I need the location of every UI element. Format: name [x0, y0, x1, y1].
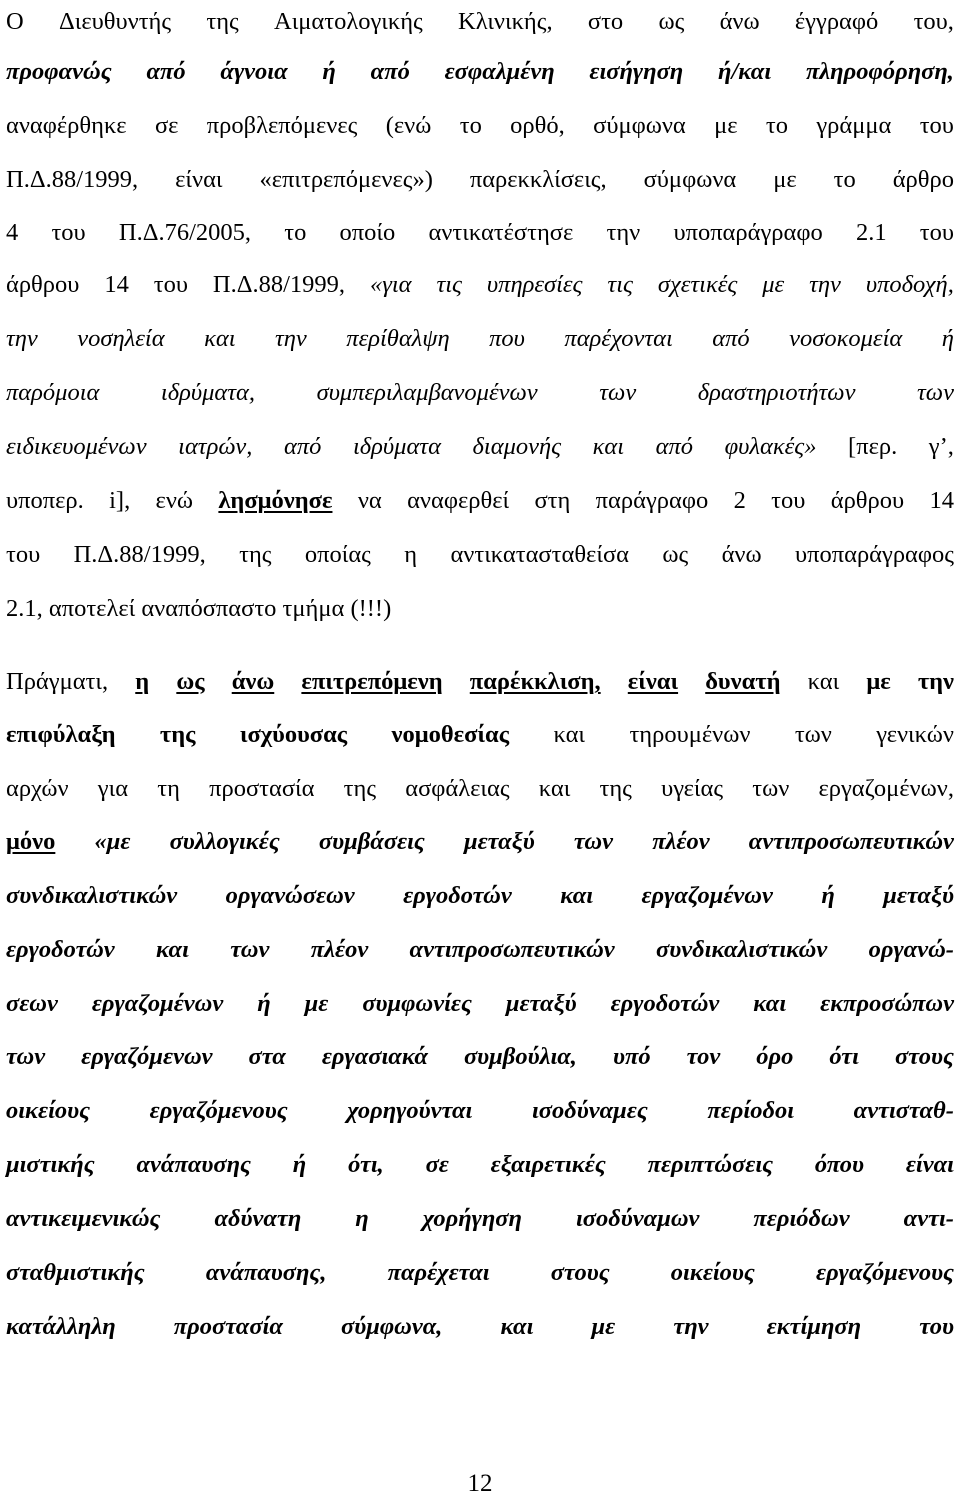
text-word: οποίο — [339, 219, 396, 246]
text-word: η — [135, 668, 150, 695]
text-word: μιστικής — [6, 1151, 95, 1178]
text-word: αναφερθεί — [407, 487, 510, 514]
text-word: άνω — [721, 541, 762, 568]
text-line — [6, 928, 954, 972]
text-word: ή — [941, 325, 954, 352]
text-word: και — [538, 775, 571, 802]
text-word: συνδικαλιστικών — [656, 936, 828, 963]
text-word: με — [762, 271, 785, 298]
text-word: με — [591, 1313, 616, 1340]
text-word: 14 — [104, 271, 129, 298]
text-word: τηρουμένων — [629, 721, 751, 748]
text-line — [6, 1035, 954, 1079]
text-word: επιτρεπόμενη — [301, 668, 443, 695]
text-word: αντισταθ- — [853, 1097, 954, 1124]
text-word: εξαιρετικές — [490, 1151, 606, 1178]
text-word: οικείους — [6, 1097, 91, 1124]
text-line — [6, 587, 954, 631]
text-word: τις — [436, 271, 462, 298]
text-word: εργαζόμενους — [149, 1097, 288, 1124]
text-word: 2 — [733, 487, 746, 514]
text-word: ως — [176, 668, 205, 695]
text-word: και — [156, 936, 189, 963]
text-word: «για — [369, 271, 412, 298]
text-word: εργοδοτών — [610, 990, 720, 1017]
text-word: συλλογικές — [169, 828, 280, 855]
text-word: ή — [257, 990, 271, 1017]
text-word: της — [159, 721, 196, 748]
text-word: το — [833, 166, 856, 193]
text-word: Διευθυντής — [58, 8, 172, 35]
text-word: παρόμοια — [6, 379, 100, 406]
text-word: υποδοχή, — [865, 271, 954, 298]
text-word: [περ. — [848, 433, 898, 460]
text-word: δραστηριοτήτων — [697, 379, 856, 406]
text-word: διαμονής — [472, 433, 562, 460]
text-word: των — [752, 775, 790, 802]
text-word: το — [284, 219, 307, 246]
text-word: Π.Δ.88/1999, — [6, 166, 139, 193]
text-word: όρο — [756, 1043, 794, 1070]
text-word: σύμφωνα — [593, 112, 686, 139]
text-word: του — [771, 487, 806, 514]
text-word: του — [919, 219, 954, 246]
text-word: την — [606, 219, 641, 246]
text-word: περίοδοι — [707, 1097, 795, 1124]
text-word: πλέον — [652, 828, 710, 855]
text-word: σύμφωνα — [643, 166, 737, 193]
text-word: Κλινικής, — [458, 8, 553, 35]
text-line — [6, 713, 954, 757]
text-line — [6, 1143, 954, 1187]
text-word: στους — [895, 1043, 954, 1070]
text-line — [6, 104, 954, 148]
text-word: τον — [686, 1043, 721, 1070]
text-line — [6, 660, 954, 704]
text-word: 4 — [6, 219, 19, 246]
text-word: συμφωνίες — [362, 990, 472, 1017]
text-word: νοσοκομεία — [789, 325, 903, 352]
text-word: σχετικές — [657, 271, 738, 298]
text-word: και — [592, 433, 625, 460]
text-word: υποπαράγραφο — [673, 219, 823, 246]
text-word: παρεκκλίσεις, — [469, 166, 607, 193]
text-word: εργαζομένων — [641, 882, 773, 909]
text-word: άγνοια — [220, 58, 288, 85]
text-word: συμβούλια, — [463, 1043, 577, 1070]
text-line — [6, 874, 954, 918]
text-word: μόνο — [6, 828, 56, 855]
text-word: την — [275, 325, 307, 352]
text-word: ανάπαυσης, — [205, 1259, 327, 1286]
text-word: και — [500, 1313, 534, 1340]
text-span: 2.1, αποτελεί αναπόσπαστο τμήμα (!!!) — [6, 595, 392, 622]
text-word: 14 — [929, 487, 954, 514]
text-word: i], — [109, 487, 131, 514]
text-word: φυλακές» — [724, 433, 817, 460]
text-word: Π.Δ.88/1999, — [73, 541, 206, 568]
text-word: υποπερ. — [6, 487, 84, 514]
text-word: σταθμιστικής — [6, 1259, 145, 1286]
text-word: μεταξύ — [883, 882, 954, 909]
text-word: των — [599, 379, 637, 406]
text-word: ή — [821, 882, 835, 909]
text-word: 2.1 — [855, 219, 887, 246]
text-word: τη — [157, 775, 180, 802]
text-line — [6, 479, 954, 523]
text-word: επιφύλαξη — [6, 721, 116, 748]
text-word: εργαζόμενους — [816, 1259, 954, 1286]
text-word: ειδικευομένων — [6, 433, 147, 460]
text-word: άρθρο — [892, 166, 954, 193]
text-word: χορήγηση — [422, 1205, 522, 1232]
text-word: με — [304, 990, 329, 1017]
text-word: της — [206, 8, 239, 35]
text-word: «με — [94, 828, 131, 855]
text-word: των — [573, 828, 614, 855]
text-word: οποίας — [304, 541, 371, 568]
text-line — [6, 211, 954, 255]
text-word: Π.Δ.76/2005, — [118, 219, 252, 246]
text-word: υποπαράγραφος — [794, 541, 954, 568]
text-word: (ενώ — [385, 112, 432, 139]
text-word: του — [6, 541, 41, 568]
text-word: εργοδοτών — [6, 936, 115, 963]
text-word: εκτίμηση — [766, 1313, 862, 1340]
text-word: οικείους — [670, 1259, 755, 1286]
text-word: άρθρου — [6, 271, 80, 298]
text-word: Π.Δ.88/1999, — [212, 271, 346, 298]
text-line — [6, 1251, 954, 1295]
text-word: υγείας — [661, 775, 724, 802]
text-word: εργαζομένων — [91, 990, 224, 1017]
text-word: Ο — [6, 8, 24, 35]
text-line — [6, 317, 954, 361]
text-word: συμβάσεις — [318, 828, 425, 855]
text-word: περιόδων — [753, 1205, 850, 1232]
text-word: με — [714, 112, 738, 139]
text-word: των — [230, 936, 270, 963]
text-word: εσφαλμένη — [444, 58, 555, 85]
text-word: ότι — [829, 1043, 859, 1070]
text-word: οργανώ- — [868, 936, 954, 963]
text-word: αναφέρθηκε — [6, 112, 127, 139]
text-word: ως — [658, 8, 685, 35]
text-line — [6, 263, 954, 307]
text-word: παρέχονται — [564, 325, 673, 352]
text-word: είναι — [905, 1151, 954, 1178]
text-word: μεταξύ — [505, 990, 577, 1017]
text-word: από — [370, 58, 410, 85]
text-word: αντικειμενικώς — [6, 1205, 161, 1232]
text-word: όπου — [814, 1151, 865, 1178]
text-word: και — [807, 668, 840, 695]
text-word: λησμόνησε — [218, 487, 333, 514]
text-word: ιατρών, — [178, 433, 253, 460]
text-word: ασφάλειας — [405, 775, 510, 802]
text-line — [6, 1089, 954, 1133]
text-word: και — [204, 325, 236, 352]
text-word: Πράγματι, — [6, 668, 109, 695]
text-word: περίθαλψη — [346, 325, 450, 352]
text-word: «επιτρεπόμενες») — [259, 166, 433, 193]
text-word: του, — [913, 8, 954, 35]
text-word: ισχύουσας — [239, 721, 348, 748]
text-word: την — [809, 271, 841, 298]
text-word: ιδρύματα — [352, 433, 441, 460]
text-word: οργανώσεων — [225, 882, 355, 909]
text-word: ορθό, — [510, 112, 565, 139]
text-line — [6, 533, 954, 577]
text-word: ισοδύναμων — [575, 1205, 700, 1232]
text-word: έγγραφό — [794, 8, 879, 35]
text-word: νομοθεσίας — [391, 721, 510, 748]
text-line — [6, 0, 954, 44]
text-word: και — [560, 882, 594, 909]
text-word: στο — [587, 8, 624, 35]
text-word: ή — [322, 58, 336, 85]
text-word: ενώ — [155, 487, 194, 514]
text-word: υπό — [612, 1043, 651, 1070]
text-word: Αιματολογικής — [274, 8, 423, 35]
text-word: της — [239, 541, 272, 568]
text-word: σε — [425, 1151, 449, 1178]
text-word: ισοδύναμες — [531, 1097, 648, 1124]
text-word: ότι, — [348, 1151, 384, 1178]
text-word: παρέκκλιση, — [469, 668, 601, 695]
text-word: περιπτώσεις — [647, 1151, 774, 1178]
text-word: προβλεπόμενες — [206, 112, 358, 139]
text-word: δυνατή — [705, 668, 781, 695]
text-word: από — [146, 58, 186, 85]
text-word: των — [794, 721, 832, 748]
text-line — [6, 767, 954, 811]
text-word: της — [599, 775, 632, 802]
text-word: αδύνατη — [214, 1205, 302, 1232]
text-line — [6, 50, 954, 94]
text-word: εργασιακά — [321, 1043, 428, 1070]
text-line — [6, 371, 954, 415]
text-line — [6, 425, 954, 469]
text-word: των — [6, 1043, 46, 1070]
text-word: ή/και — [718, 58, 772, 85]
text-word: χορηγούνται — [347, 1097, 473, 1124]
text-word: γ’, — [928, 433, 954, 460]
text-word: μεταξύ — [463, 828, 535, 855]
text-word: τις — [607, 271, 633, 298]
text-word: το — [765, 112, 788, 139]
text-word: προστασία — [173, 1313, 283, 1340]
text-word: να — [357, 487, 382, 514]
text-word: ή — [292, 1151, 307, 1178]
text-word: από — [712, 325, 750, 352]
text-word: είναι — [175, 166, 223, 193]
text-word: εισήγηση — [589, 58, 684, 85]
page-number: 12 — [467, 1470, 493, 1497]
text-word: συνδικαλιστικών — [6, 882, 178, 909]
text-word: παράγραφο — [595, 487, 709, 514]
text-word: σεων — [6, 990, 58, 1017]
text-word: άνω — [231, 668, 275, 695]
text-word: αντικατέστησε — [428, 219, 574, 246]
text-word: στους — [550, 1259, 610, 1286]
text-word: στη — [534, 487, 571, 514]
text-word: εκπροσώπων — [820, 990, 954, 1017]
text-word: αντιπροσωπευτικών — [409, 936, 615, 963]
text-word: του — [153, 271, 188, 298]
text-word: άρθρου — [830, 487, 905, 514]
text-word: γενικών — [876, 721, 954, 748]
text-word: με — [866, 668, 891, 695]
text-word: του — [919, 1313, 954, 1340]
text-line — [6, 820, 954, 864]
text-word: υπηρεσίες — [486, 271, 583, 298]
text-word: την — [6, 325, 38, 352]
text-line — [6, 1197, 954, 1241]
text-line — [6, 1305, 954, 1349]
text-word: της — [343, 775, 377, 802]
text-word: η — [355, 1205, 369, 1232]
text-word: νοσηλεία — [77, 325, 165, 352]
text-line — [6, 982, 954, 1026]
text-word: των — [917, 379, 954, 406]
text-word: την — [917, 668, 954, 695]
text-word: ως — [662, 541, 689, 568]
text-line — [6, 158, 954, 202]
text-word: αρχών — [6, 775, 69, 802]
text-word: είναι — [627, 668, 679, 695]
text-word: παρέχεται — [387, 1259, 490, 1286]
text-word: για — [97, 775, 129, 802]
text-word: από — [655, 433, 694, 460]
text-word: γράμμα — [816, 112, 892, 139]
text-word: ανάπαυσης — [136, 1151, 251, 1178]
text-word: πλέον — [310, 936, 369, 963]
text-word: που — [489, 325, 525, 352]
text-word: αντι- — [903, 1205, 954, 1232]
text-word: πληροφόρηση, — [805, 58, 954, 85]
text-word: εργαζομένων, — [818, 775, 954, 802]
text-word: εργοδοτών — [403, 882, 512, 909]
text-word: προστασία — [209, 775, 315, 802]
text-word: η — [404, 541, 418, 568]
text-word: σύμφωνα, — [341, 1313, 443, 1340]
text-word: το — [459, 112, 482, 139]
text-word: και — [553, 721, 586, 748]
text-word: σε — [154, 112, 179, 139]
text-word: του — [919, 112, 954, 139]
text-word: εργαζόμενων — [81, 1043, 213, 1070]
text-word: από — [284, 433, 322, 460]
text-word: αντιπροσωπευτικών — [748, 828, 954, 855]
text-word: αντικατασταθείσα — [450, 541, 629, 568]
text-word: συμπεριλαμβανομένων — [316, 379, 538, 406]
text-word: την — [673, 1313, 709, 1340]
text-word: με — [773, 166, 797, 193]
text-word: ιδρύματα, — [160, 379, 256, 406]
text-word: κατάλληλη — [6, 1313, 116, 1340]
text-word: στα — [248, 1043, 286, 1070]
text-word: άνω — [719, 8, 760, 35]
text-word: του — [51, 219, 86, 246]
text-word: και — [753, 990, 787, 1017]
text-word: προφανώς — [6, 58, 112, 85]
